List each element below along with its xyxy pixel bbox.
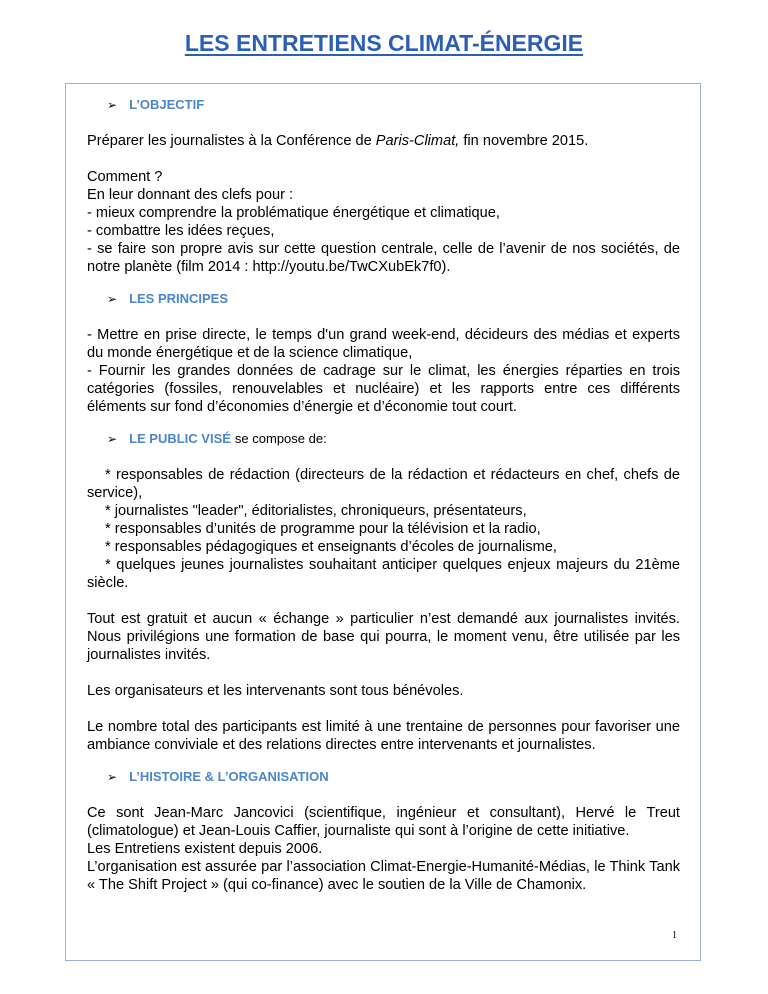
document-title: LES ENTRETIENS CLIMAT-ÉNERGIE: [184, 30, 584, 56]
principes-item: - Fournir les grandes données de cadrage sur le climat, les énergies réparties en trois catégories (fossiles, renouvelables et nucléaire) et les rapports entre ces différents éléments sur fond d’économies d’énergie et d’économie tout court.: [87, 363, 680, 415]
arrow-bullet-icon: ➢: [107, 432, 118, 446]
arrow-bullet-icon: ➢: [107, 770, 118, 784]
section-heading-principes: ➢ LES PRINCIPES: [107, 291, 229, 306]
document-body: [87, 96, 680, 894]
objectif-item: - se faire son propre avis sur cette question centrale, celle de l’avenir de nos sociétés, de notre planète (film 2014 : http://youtu.be/TwCXubEk7f0).: [87, 241, 680, 275]
public-item: * responsables de rédaction (directeurs de la rédaction et rédacteurs en chef, chefs de service),: [87, 467, 680, 501]
section-heading-histoire: ➢ L’HISTOIRE & L’ORGANISATION: [107, 769, 329, 784]
public-paragraph: Le nombre total des participants est limité à une trentaine de personnes pour favoriser une ambiance conviviale et des relations directes entre intervenants et journalistes.: [87, 719, 680, 753]
objectif-question: Comment ?: [87, 169, 163, 185]
public-item: * responsables pédagogiques et enseignants d’écoles de journalisme,: [105, 539, 557, 555]
page-number: 1: [672, 930, 677, 941]
histoire-line: L’organisation est assurée par l’association Climat-Energie-Humanité-Médias, le Think Tank « The Shift Project » (qui co-finance) avec le soutien de la Ville de Chamonix.: [87, 859, 680, 893]
public-paragraph: Les organisateurs et les intervenants sont tous bénévoles.: [87, 683, 464, 699]
objectif-intro: Préparer les journalistes à la Conférence de Paris-Climat, fin novembre 2015.: [87, 133, 589, 149]
arrow-bullet-icon: ➢: [107, 292, 118, 306]
objectif-item: - mieux comprendre la problématique énergétique et climatique,: [87, 205, 500, 221]
public-paragraph: Tout est gratuit et aucun « échange » particulier n’est demandé aux journalistes invités. Nous privilégions une formation de base qui pourra, le moment venu, être utilisée par les journalistes invités.: [87, 611, 680, 663]
objectif-lead: En leur donnant des clefs pour :: [87, 187, 294, 203]
histoire-line: Ce sont Jean-Marc Jancovici (scientifique, ingénieur et consultant), Hervé le Treut (climatologue) et Jean-Louis Caffier, journaliste qui sont à l’origine de cette initiative.: [87, 805, 680, 839]
histoire-line: Les Entretiens existent depuis 2006.: [87, 841, 323, 857]
section-heading-public: ➢ LE PUBLIC VISÉ se compose de:: [107, 431, 327, 446]
section-heading-objectif: ➢ L’OBJECTIF: [107, 97, 205, 112]
public-item: * journalistes "leader", éditorialistes, chroniqueurs, présentateurs,: [105, 503, 527, 519]
public-item: * responsables d’unités de programme pour la télévision et la radio,: [105, 521, 541, 537]
principes-item: - Mettre en prise directe, le temps d'un grand week-end, décideurs des médias et experts du monde énergétique et de la science climatique,: [87, 327, 680, 361]
public-item: * quelques jeunes journalistes souhaitant anticiper quelques enjeux majeurs du 21ème siècle.: [87, 557, 680, 591]
objectif-item: - combattre les idées reçues,: [87, 223, 275, 239]
arrow-bullet-icon: ➢: [107, 98, 118, 112]
